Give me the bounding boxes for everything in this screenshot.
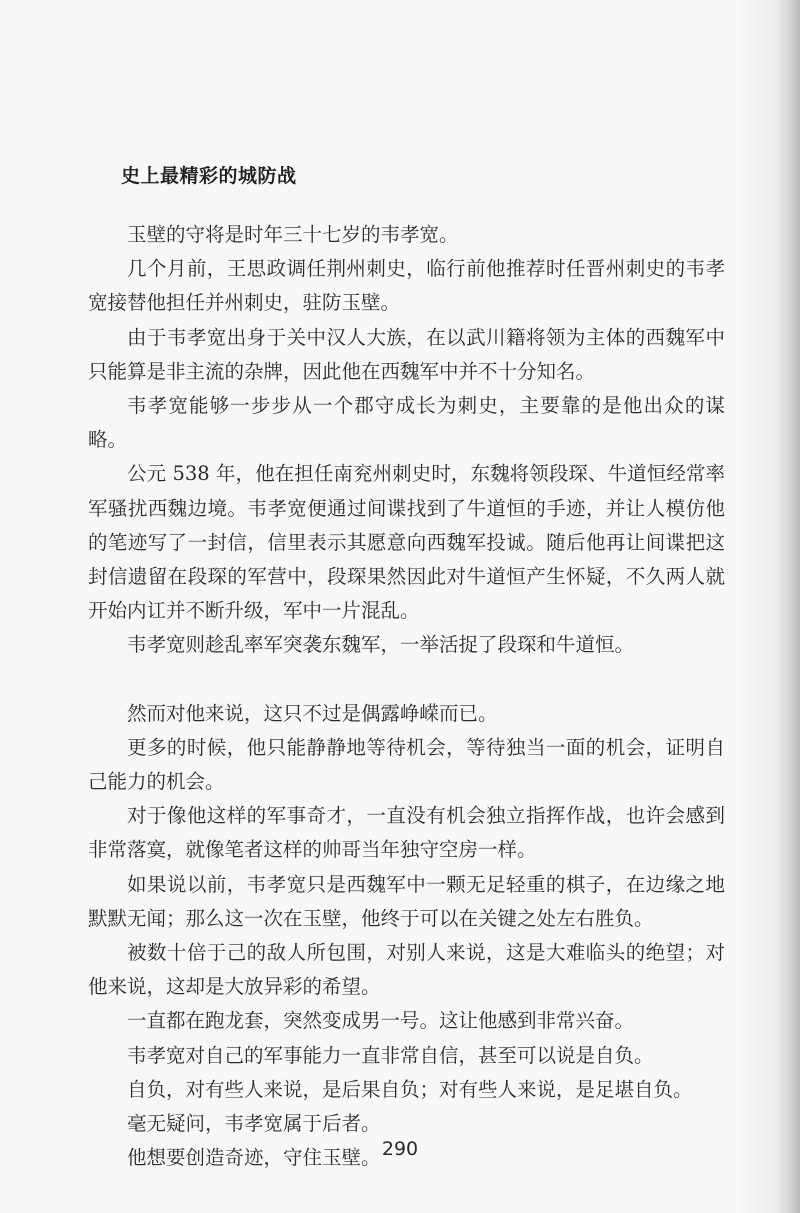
paragraph: 他想要创造奇迹，守住玉壁。 (127, 1146, 381, 1170)
paragraph: 更多的时候，他只能静静地等待机会，等待独当一面的机会，证明自己能力的机会。 (88, 735, 725, 794)
paragraph: 一直都在跑龙套，突然变成男一号。这让他感到非常兴奋。 (127, 1009, 635, 1033)
paragraph: 韦孝宽则趁乱率军突袭东魏军，一举活捉了段琛和牛道恒。 (127, 633, 635, 657)
paragraph: 韦孝宽对自己的军事能力一直非常自信，甚至可以说是自负。 (127, 1043, 654, 1067)
paragraph: 自负，对有些人来说，是后果自负；对有些人来说，是足堪自负。 (127, 1077, 693, 1101)
section-break (88, 663, 725, 697)
paragraph: 对于像他这样的军事奇才，一直没有机会独立指挥作战，也许会感到非常落寞，就像笔者这样的帅哥当年独守空房一样。 (88, 804, 725, 862)
paragraph: 然而对他来说，这只不过是偶露峥嵘而已。 (127, 701, 498, 725)
paragraph: 由于韦孝宽出身于关中汉人大族，在以武川籍将领为主体的西魏军中只能算是非主流的杂牌，因此他在西魏军中并不十分知名。 (88, 325, 725, 383)
page-edge-shadow (774, 0, 800, 1213)
paragraph: 公元 538 年，他在担任南兖州刺史时，东魏将领段琛、牛道恒经常率军骚扰西魏边境。韦孝宽便通过间谍找到了牛道恒的手迹，并让人模仿他的笔迹写了一封信，信里表示其愿意向西魏军投诚。随后他再让间谍把这封信遗留在段琛的军营中，段琛果然因此对牛道恒产生怀疑，不久两人就开始内讧并不断升级，军中一片混乱。 (88, 462, 725, 623)
page-number: 290 (381, 1138, 419, 1160)
paragraph: 几个月前，王思政调任荆州刺史，临行前他推荐时任晋州刺史的韦孝宽接替他担任并州刺史，驻防玉壁。 (88, 257, 725, 315)
section-heading: 史上最精彩的城防战 (121, 165, 297, 187)
paragraph: 如果说以前，韦孝宽只是西魏军中一颗无足轻重的棋子，在边缘之地默默无闻；那么这一次在玉壁，他终于可以在关键之处左右胜负。 (88, 872, 725, 930)
paragraph: 被数十倍于己的敌人所包围，对别人来说，这是大难临头的绝望；对他来说，这却是大放异彩的希望。 (88, 941, 725, 999)
paragraph: 韦孝宽能够一步步从一个郡守成长为刺史，主要靠的是他出众的谋略。 (88, 394, 725, 452)
paragraph: 玉壁的守将是时年三十七岁的韦孝宽。 (127, 223, 459, 246)
body-text (88, 218, 725, 1175)
paragraph: 毫无疑问，韦孝宽属于后者。 (127, 1112, 381, 1136)
